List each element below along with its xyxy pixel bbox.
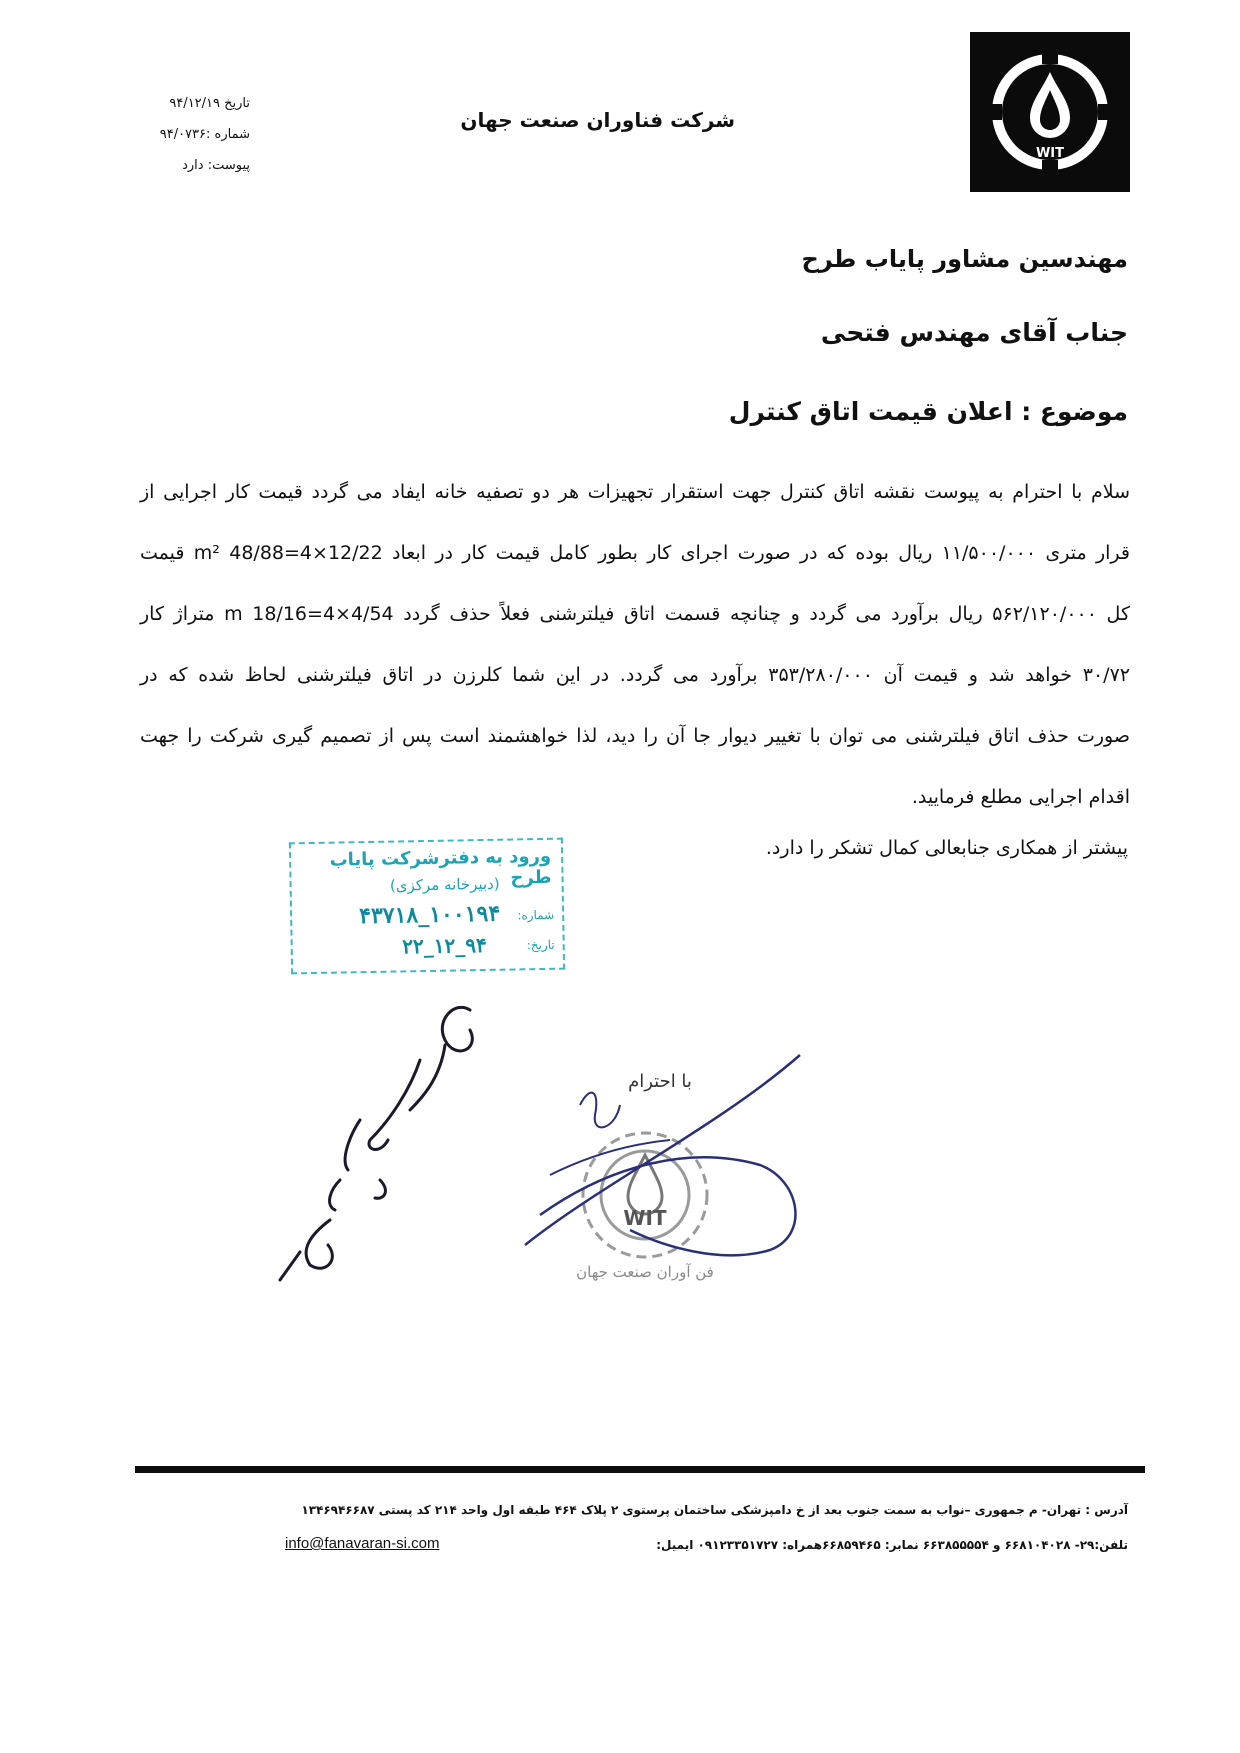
body-line: اقدام اجرایی مطلع فرمایید. (911, 786, 1130, 808)
svg-text:WIT: WIT (1035, 146, 1065, 161)
letter-date: تاریخ ۹۴/۱۲/۱۹ (169, 96, 250, 111)
footer-email-link[interactable]: info@fanavaran-si.com (285, 1535, 440, 1552)
svg-text:فن آوران صنعت جهان: فن آوران صنعت جهان (576, 1263, 714, 1281)
stamp-subtitle: (دبیرخانه مرکزی) (389, 874, 500, 895)
svg-text:WIT: WIT (623, 1206, 667, 1230)
letter-meta (130, 88, 250, 181)
company-name: شرکت فناوران صنعت جهان (460, 108, 735, 132)
svg-text:با احترام: با احترام (628, 1071, 692, 1092)
salutation: جناب آقای مهندس فتحی (820, 318, 1128, 347)
stamp-date-value: ۹۴_۱۲_۲۲ (402, 932, 487, 959)
recipient-company: مهندسین مشاور پایاب طرح (801, 245, 1128, 273)
stamp-number-value: ۱۰۰۱۹۴_۴۳۷۱۸ (358, 900, 501, 930)
letter-body (140, 462, 1130, 828)
signature-seal (520, 1045, 820, 1295)
letter-subject: موضوع : اعلان قیمت اتاق کنترل (728, 397, 1128, 426)
letter-number: شماره :۹۴/۰۷۳۶ (159, 127, 250, 142)
body-line: سلام با احترام به پیوست نقشه اتاق کنترل جهت استقرار تجهیزات هر دو تصفیه خانه ایفاد می گردد قیمت کار اجرایی از (140, 481, 1130, 503)
letter-attachment: پیوست: دارد (182, 158, 250, 173)
company-logo (970, 32, 1130, 192)
stamp-title: ورود به دفترشرکت پایاب طرح (329, 845, 552, 889)
body-line: ۳۰/۷۲ خواهد شد و قیمت آن ۳۵۳/۲۸۰/۰۰۰ برآورد می گردد. در این شما کلرزن در اتاق فیلترشنی لحاظ شده که در (140, 664, 1130, 686)
footer-contact: تلفن:۲۹- ۶۶۸۱۰۴۰۲۸ و ۶۶۳۸۵۵۵۵۴ نمابر: ۶۶۸۵۹۴۶۵همراه: ۰۹۱۲۳۳۵۱۷۲۷ ایمیل: (656, 1538, 1128, 1552)
closing-line: پیشتر از همکاری جنابعالی کمال تشکر را دارد. (765, 837, 1128, 859)
body-line: صورت حذف اتاق فیلترشنی می توان با تغییر دیوار جا آن را دید، لذا خواهشمند است پس از تصمیم گیری شرکت را جهت (140, 725, 1130, 747)
footer-address: آدرس : تهران- م جمهوری –نواب به سمت جنوب بعد از خ دامپزشکی ساختمان پرستوی ۲ پلاک ۴۶۴ طبقه اول واحد ۲۱۴ کد پستی ۱۳۴۶۹۴۶۶۸۷ (301, 1503, 1128, 1517)
stamp-number-label: شماره: (517, 907, 555, 923)
handwritten-note (270, 990, 510, 1290)
body-line: قرار متری ۱۱/۵۰۰/۰۰۰ ریال بوده که در صورت اجرای کار بطور کامل قیمت کار در ابعاد 12/22×4=48/88 m² قیمت (140, 542, 1130, 564)
received-stamp (289, 838, 565, 975)
footer-divider (135, 1466, 1145, 1473)
stamp-date-label: تاریخ: (526, 937, 555, 953)
body-line: کل ۵۶۲/۱۲۰/۰۰۰ ریال برآورد می گردد و چنانچه قسمت اتاق فیلترشنی فعلاً حذف گردد 4/54×4=18/16 m متراژ کار (140, 603, 1130, 625)
